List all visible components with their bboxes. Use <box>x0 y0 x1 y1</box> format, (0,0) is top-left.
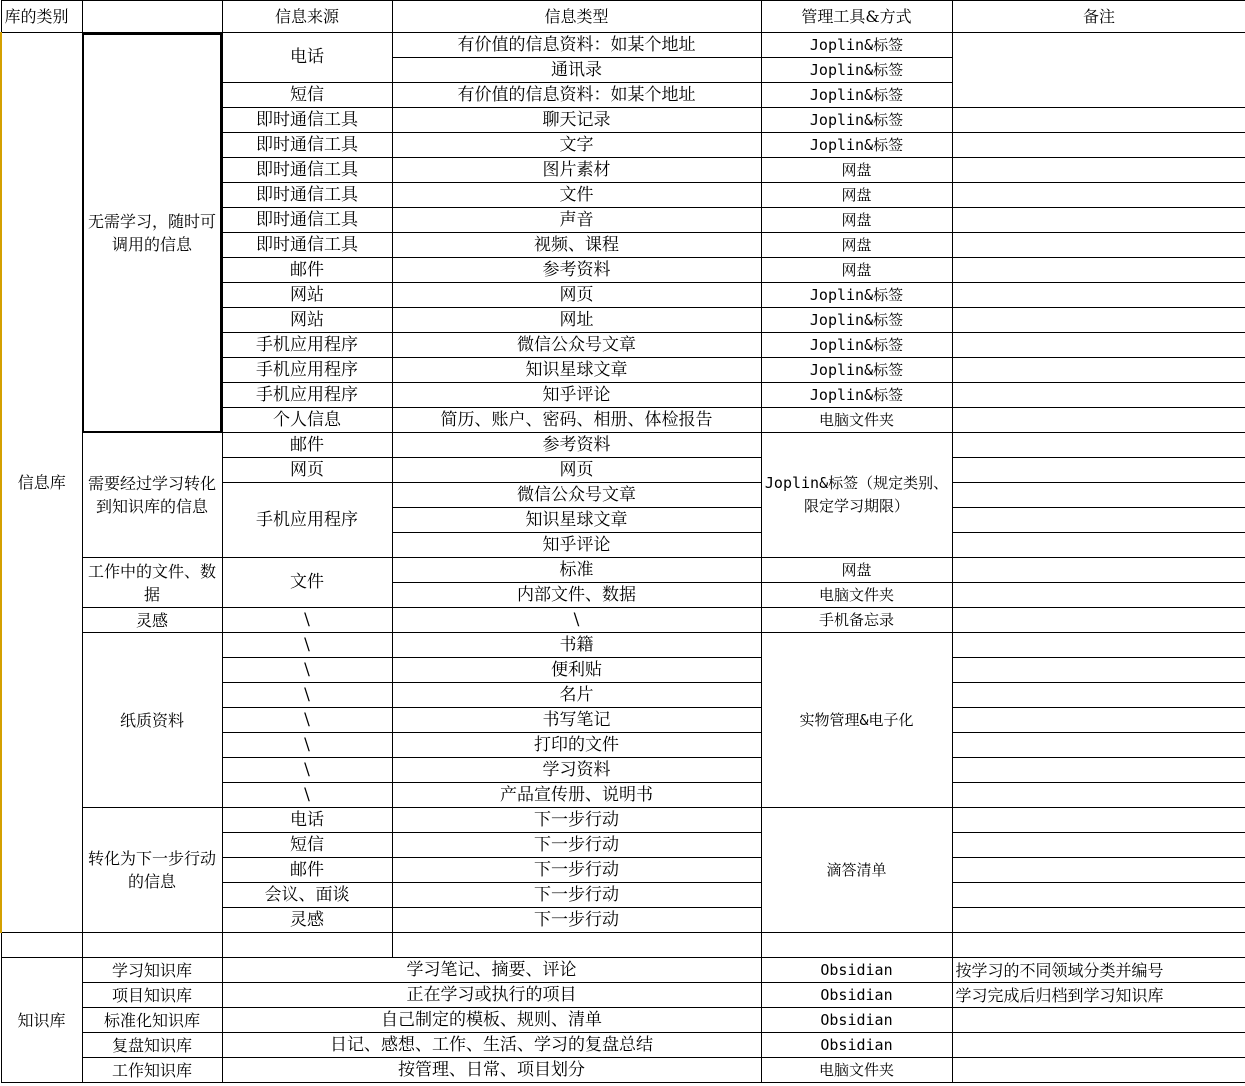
knowledge-content-cell[interactable]: 日记、感想、工作、生活、学习的复盘总结 <box>222 1033 761 1058</box>
source-cell[interactable]: 电话 <box>222 808 392 833</box>
type-cell[interactable]: 网页 <box>392 458 761 483</box>
type-cell[interactable]: 便利贴 <box>392 658 761 683</box>
note-cell[interactable] <box>952 533 1245 558</box>
table-row <box>1 558 1245 583</box>
note-cell[interactable] <box>952 308 1245 333</box>
knowledge-content-cell[interactable]: 自己制定的模板、规则、清单 <box>222 1008 761 1033</box>
source-cell[interactable]: 即时通信工具 <box>222 208 392 233</box>
source-cell[interactable]: 即时通信工具 <box>222 183 392 208</box>
source-cell[interactable]: 网站 <box>222 308 392 333</box>
knowledge-library-cell[interactable]: 知识库 <box>1 958 82 1083</box>
source-cell[interactable]: \ <box>222 633 392 658</box>
type-cell[interactable]: 产品宣传册、说明书 <box>392 783 761 808</box>
type-cell[interactable]: 有价值的信息资料：如某个地址 <box>392 33 761 58</box>
note-cell[interactable] <box>952 508 1245 533</box>
source-cell[interactable]: \ <box>222 683 392 708</box>
source-cell[interactable]: 网站 <box>222 283 392 308</box>
table-row <box>1 1058 1245 1083</box>
source-cell[interactable]: 会议、面谈 <box>222 883 392 908</box>
source-cell[interactable]: 网页 <box>222 458 392 483</box>
category-cell[interactable]: 需要经过学习转化到知识库的信息 <box>82 433 222 558</box>
note-cell[interactable] <box>952 258 1245 283</box>
knowledge-name-cell[interactable]: 学习知识库 <box>82 958 222 983</box>
tool-cell[interactable]: Obsidian <box>761 1033 952 1058</box>
tool-cell[interactable]: 网盘 <box>761 558 952 583</box>
tool-cell[interactable]: 网盘 <box>761 233 952 258</box>
knowledge-content-cell[interactable]: 正在学习或执行的项目 <box>222 983 761 1008</box>
category-cell[interactable]: 纸质资料 <box>82 633 222 808</box>
source-cell[interactable]: \ <box>222 783 392 808</box>
note-cell[interactable] <box>952 783 1245 808</box>
note-cell[interactable] <box>952 408 1245 433</box>
header-info-source[interactable]: 信息来源 <box>222 1 392 33</box>
note-cell[interactable] <box>952 183 1245 208</box>
type-cell[interactable]: 下一步行动 <box>392 833 761 858</box>
source-cell[interactable]: \ <box>222 658 392 683</box>
note-cell[interactable] <box>952 733 1245 758</box>
knowledge-name-cell[interactable]: 复盘知识库 <box>82 1033 222 1058</box>
type-cell[interactable]: 打印的文件 <box>392 733 761 758</box>
note-cell[interactable]: 学习完成后归档到学习知识库 <box>952 983 1245 1008</box>
tool-cell[interactable]: Joplin&标签（规定类别、限定学习期限） <box>761 433 952 558</box>
type-cell[interactable]: 网址 <box>392 308 761 333</box>
note-cell[interactable] <box>952 883 1245 908</box>
tool-cell[interactable]: Joplin&标签 <box>761 358 952 383</box>
source-cell[interactable]: 即时通信工具 <box>222 233 392 258</box>
table-row <box>1 958 1245 983</box>
tool-cell[interactable]: Joplin&标签 <box>761 308 952 333</box>
category-cell[interactable]: 无需学习，随时可调用的信息 <box>82 33 222 433</box>
note-cell[interactable] <box>952 558 1245 583</box>
note-cell[interactable] <box>952 708 1245 733</box>
table-row <box>1 433 1245 458</box>
tool-cell[interactable]: 电脑文件夹 <box>761 408 952 433</box>
note-cell[interactable] <box>952 758 1245 783</box>
table-row <box>1 1033 1245 1058</box>
knowledge-name-cell[interactable]: 标准化知识库 <box>82 1008 222 1033</box>
tool-cell[interactable]: Joplin&标签 <box>761 83 952 108</box>
note-cell[interactable] <box>952 133 1245 158</box>
type-cell[interactable]: 文件 <box>392 183 761 208</box>
type-cell[interactable]: 知识星球文章 <box>392 358 761 383</box>
tool-cell[interactable]: Joplin&标签 <box>761 283 952 308</box>
type-cell[interactable]: \ <box>392 608 761 633</box>
header-library-category[interactable]: 库的类别 <box>1 1 82 33</box>
note-cell[interactable] <box>952 383 1245 408</box>
tool-cell[interactable]: 电脑文件夹 <box>761 1058 952 1083</box>
type-cell[interactable]: 聊天记录 <box>392 108 761 133</box>
source-cell[interactable]: 灵感 <box>222 908 392 933</box>
note-cell[interactable] <box>952 108 1245 133</box>
spacer-row <box>1 933 1245 958</box>
header-note[interactable]: 备注 <box>952 1 1245 33</box>
source-cell[interactable]: \ <box>222 708 392 733</box>
source-cell[interactable]: 手机应用程序 <box>222 383 392 408</box>
source-cell[interactable]: \ <box>222 758 392 783</box>
tool-cell[interactable]: Obsidian <box>761 958 952 983</box>
note-cell[interactable] <box>952 658 1245 683</box>
category-cell[interactable]: 工作中的文件、数据 <box>82 558 222 608</box>
note-cell[interactable] <box>952 458 1245 483</box>
type-cell[interactable]: 视频、课程 <box>392 233 761 258</box>
source-cell[interactable]: 个人信息 <box>222 408 392 433</box>
note-cell[interactable] <box>952 358 1245 383</box>
empty-cell[interactable] <box>222 933 392 958</box>
table-row <box>1 808 1245 833</box>
type-cell[interactable]: 下一步行动 <box>392 908 761 933</box>
note-cell[interactable] <box>952 233 1245 258</box>
tool-cell[interactable]: 电脑文件夹 <box>761 583 952 608</box>
note-cell[interactable] <box>952 683 1245 708</box>
knowledge-content-cell[interactable]: 按管理、日常、项目划分 <box>222 1058 761 1083</box>
type-cell[interactable]: 下一步行动 <box>392 858 761 883</box>
tool-cell[interactable]: 手机备忘录 <box>761 608 952 633</box>
type-cell[interactable]: 知乎评论 <box>392 383 761 408</box>
note-cell[interactable] <box>952 583 1245 608</box>
empty-cell[interactable] <box>952 933 1245 958</box>
note-cell[interactable] <box>952 833 1245 858</box>
source-cell[interactable]: 短信 <box>222 833 392 858</box>
table-row <box>1 1008 1245 1033</box>
source-cell[interactable]: 手机应用程序 <box>222 333 392 358</box>
tool-cell[interactable]: Joplin&标签 <box>761 383 952 408</box>
tool-cell[interactable]: Joplin&标签 <box>761 58 952 83</box>
empty-cell[interactable] <box>761 933 952 958</box>
note-cell[interactable] <box>952 1008 1245 1033</box>
header-info-type[interactable]: 信息类型 <box>392 1 761 33</box>
empty-cell[interactable] <box>1 933 82 958</box>
type-cell[interactable]: 文字 <box>392 133 761 158</box>
table-row <box>1 983 1245 1008</box>
type-cell[interactable]: 微信公众号文章 <box>392 483 761 508</box>
source-cell[interactable]: 文件 <box>222 558 392 608</box>
table-row <box>1 33 1245 58</box>
tool-cell[interactable]: 网盘 <box>761 208 952 233</box>
type-cell[interactable]: 知乎评论 <box>392 533 761 558</box>
source-cell[interactable]: \ <box>222 608 392 633</box>
note-cell[interactable] <box>952 908 1245 933</box>
type-cell[interactable]: 内部文件、数据 <box>392 583 761 608</box>
type-cell[interactable]: 声音 <box>392 208 761 233</box>
note-cell[interactable]: 按学习的不同领域分类并编号 <box>952 958 1245 983</box>
knowledge-content-cell[interactable]: 学习笔记、摘要、评论 <box>222 958 761 983</box>
source-cell[interactable]: \ <box>222 733 392 758</box>
tool-cell[interactable]: Joplin&标签 <box>761 133 952 158</box>
note-cell[interactable] <box>952 433 1245 458</box>
info-library-cell[interactable]: 信息库 <box>1 33 82 933</box>
type-cell[interactable]: 书写笔记 <box>392 708 761 733</box>
tool-cell[interactable]: 网盘 <box>761 158 952 183</box>
note-cell[interactable] <box>952 633 1245 658</box>
type-cell[interactable]: 参考资料 <box>392 258 761 283</box>
header-row <box>1 1 1245 33</box>
note-cell[interactable] <box>952 283 1245 308</box>
note-cell[interactable] <box>952 1033 1245 1058</box>
source-cell[interactable]: 邮件 <box>222 258 392 283</box>
type-cell[interactable]: 书籍 <box>392 633 761 658</box>
source-cell[interactable]: 电话 <box>222 33 392 83</box>
type-cell[interactable]: 微信公众号文章 <box>392 333 761 358</box>
tool-cell[interactable]: Joplin&标签 <box>761 333 952 358</box>
type-cell[interactable]: 下一步行动 <box>392 808 761 833</box>
note-cell[interactable] <box>952 608 1245 633</box>
note-cell[interactable] <box>952 333 1245 358</box>
tool-cell[interactable]: Obsidian <box>761 983 952 1008</box>
note-cell[interactable] <box>952 33 1245 108</box>
type-cell[interactable]: 名片 <box>392 683 761 708</box>
empty-cell[interactable] <box>82 933 222 958</box>
note-cell[interactable] <box>952 1058 1245 1083</box>
type-cell[interactable]: 标准 <box>392 558 761 583</box>
source-cell[interactable]: 即时通信工具 <box>222 108 392 133</box>
tool-cell[interactable]: 滴答清单 <box>761 808 952 933</box>
tool-cell[interactable]: Joplin&标签 <box>761 33 952 58</box>
category-cell[interactable]: 转化为下一步行动的信息 <box>82 808 222 933</box>
note-cell[interactable] <box>952 808 1245 833</box>
tool-cell[interactable]: 网盘 <box>761 183 952 208</box>
type-cell[interactable]: 知识星球文章 <box>392 508 761 533</box>
tool-cell[interactable]: 网盘 <box>761 258 952 283</box>
header-tool[interactable]: 管理工具&方式 <box>761 1 952 33</box>
type-cell[interactable]: 简历、账户、密码、相册、体检报告 <box>392 408 761 433</box>
empty-cell[interactable] <box>392 933 761 958</box>
source-cell[interactable]: 邮件 <box>222 858 392 883</box>
header-blank[interactable] <box>82 1 222 33</box>
source-cell[interactable]: 即时通信工具 <box>222 133 392 158</box>
type-cell[interactable]: 网页 <box>392 283 761 308</box>
note-cell[interactable] <box>952 208 1245 233</box>
type-cell[interactable]: 通讯录 <box>392 58 761 83</box>
source-cell[interactable]: 短信 <box>222 83 392 108</box>
type-cell[interactable]: 学习资料 <box>392 758 761 783</box>
note-cell[interactable] <box>952 158 1245 183</box>
source-cell[interactable]: 邮件 <box>222 433 392 458</box>
note-cell[interactable] <box>952 483 1245 508</box>
tool-cell[interactable]: 实物管理&电子化 <box>761 633 952 808</box>
table-row <box>1 608 1245 633</box>
source-cell[interactable]: 手机应用程序 <box>222 483 392 558</box>
note-cell[interactable] <box>952 858 1245 883</box>
category-cell[interactable]: 灵感 <box>82 608 222 633</box>
table-row <box>1 633 1245 658</box>
source-cell[interactable]: 手机应用程序 <box>222 358 392 383</box>
knowledge-name-cell[interactable]: 项目知识库 <box>82 983 222 1008</box>
tool-cell[interactable]: Joplin&标签 <box>761 108 952 133</box>
source-cell[interactable]: 即时通信工具 <box>222 158 392 183</box>
type-cell[interactable]: 图片素材 <box>392 158 761 183</box>
type-cell[interactable]: 有价值的信息资料：如某个地址 <box>392 83 761 108</box>
tool-cell[interactable]: Obsidian <box>761 1008 952 1033</box>
type-cell[interactable]: 下一步行动 <box>392 883 761 908</box>
type-cell[interactable]: 参考资料 <box>392 433 761 458</box>
knowledge-name-cell[interactable]: 工作知识库 <box>82 1058 222 1083</box>
